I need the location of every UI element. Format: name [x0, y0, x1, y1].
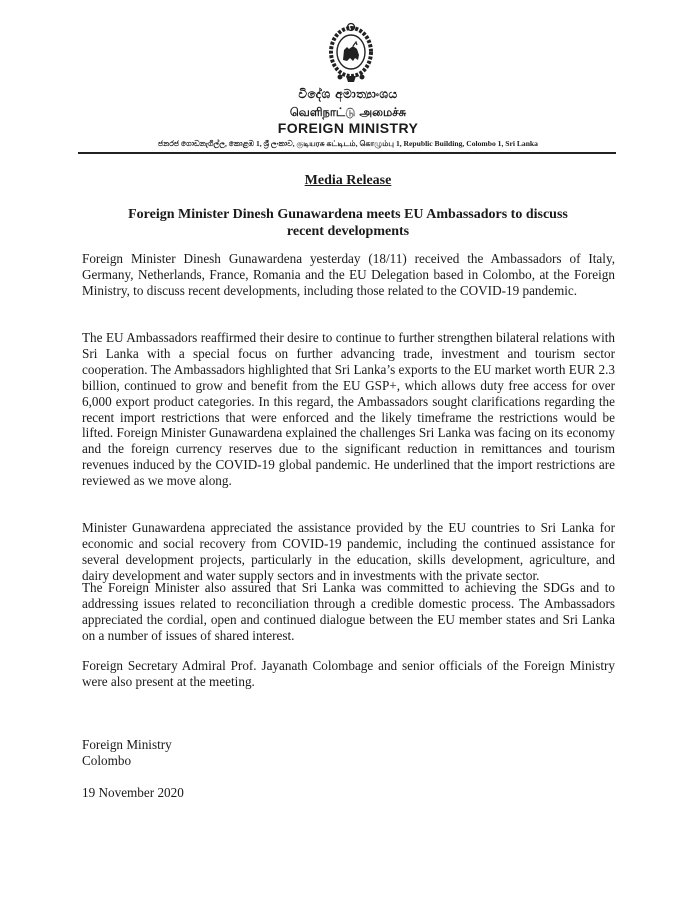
media-release-label: Media Release [304, 173, 392, 188]
body-paragraph: The EU Ambassadors reaffirmed their desire to continue to further strengthen bilateral relations with Sri Lanka with a special focus on further advancing trade, investment and tourism sector cooperation. The Ambassadors highlighted that Sri Lanka’s exports to the EU market worth EUR 2.3 billion, continued to grow and benefit from the EU GSP+, which allows duty free access for over 6,000 export product categories. In this regard, the Ambassadors sought clarifications regarding the recent import restrictions that were enforced and the likely timeframe the restrictions would be lifted. Foreign Minister Gunawardena explained the challenges Sri Lanka was facing on its economy and the foreign currency reserves due to the significant reduction in remittances and tourism revenues induced by the COVID-19 global pandemic. He underlined that the import restrictions are reviewed as we move along. [82, 330, 615, 489]
signature-organization: Foreign Ministry [82, 737, 172, 752]
ministry-name-english: FOREIGN MINISTRY [277, 120, 419, 136]
body-paragraph: Minister Gunawardena appreciated the assistance provided by the EU countries to Sri Lanka for economic and social recovery from COVID-19 pandemic, including the continued assistance for several development projects, particularly in the education, skills development, agriculture, and dairy development and water supply sectors and in investments with the private sector. [82, 520, 615, 583]
body-paragraph: The Foreign Minister also assured that Sri Lanka was committed to achieving the SDGs and to addressing issues related to reconciliation through a credible domestic process. The Ambassadors appreciated the cordial, open and continued dialogue between the EU member states and Sri Lanka on a number of issues of shared interest. [82, 580, 615, 643]
national-emblem-icon [328, 22, 374, 84]
ministry-name-sinhala: විදේශ අමාත්‍යාංශය [298, 87, 398, 101]
body-paragraph: Foreign Minister Dinesh Gunawardena yesterday (18/11) received the Ambassadors of Italy, Germany, Netherlands, France, Romania and the EU Delegation based in Colombo, at the Foreign Ministry, to discuss recent developments, including those related to the COVID-19 pandemic. [82, 251, 615, 298]
letterhead [0, 0, 696, 160]
release-date: 19 November 2020 [82, 785, 184, 800]
header-divider [78, 152, 616, 154]
ministry-address: ජනරජ ගොඩනැගිල්ල, කොළඹ 1, ශ්‍රී ලංකාව, குடியரசு கட்டிடம், கொழும்பு 1, Republic Building, Colombo 1, Sri Lanka [158, 139, 538, 148]
ministry-name-tamil: வெளிநாட்டு அமைச்சு [289, 105, 407, 119]
release-headline: Foreign Minister Dinesh Gunawardena meets EU Ambassadors to discuss recent developments [128, 207, 568, 239]
signature-location: Colombo [82, 753, 132, 768]
body-paragraph: Foreign Secretary Admiral Prof. Jayanath Colombage and senior officials of the Foreign Ministry were also present at the meeting. [82, 658, 615, 689]
